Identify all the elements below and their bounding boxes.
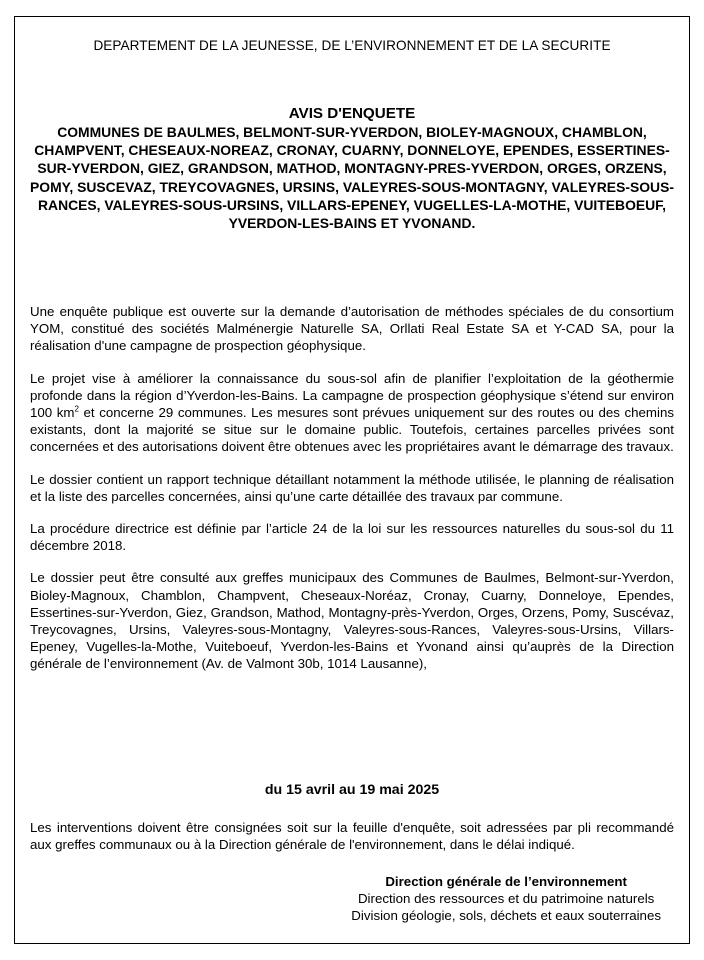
notice-frame: [14, 16, 690, 944]
paragraph-project: [30, 370, 674, 456]
department-header: DEPARTEMENT DE LA JEUNESSE, DE L’ENVIRONNEMENT ET DE LA SECURITE: [93, 38, 611, 53]
communes-heading: COMMUNES DE BAULMES, BELMONT-SUR-YVERDON, BIOLEY-MAGNOUX, CHAMBLON, CHAMPVENT, CHESEAUX-NOREAZ, CRONAY, CUARNY, DONNELOYE, EPENDES, ESSERTINES-SUR-YVERDON, GIEZ, GRANDSON, MATHOD, MONTAGNY-PRES-YVERDON, ORGES, ORZENS, POMY, SUSCEVAZ, TREYCOVAGNES, URSINS, VALEYRES-SOUS-MONTAGNY, VALEYRES-SOUS-RANCES, VALEYRES-SOUS-URSINS, VILLARS-EPENEY, VUGELLES-LA-MOTHE, VUITEBOEUF, YVERDON-LES-BAINS ET YVONAND.: [30, 124, 674, 232]
signature-line-2: Division géologie, sols, déchets et eaux souterraines: [351, 908, 661, 923]
paragraph-project-part1: Le projet vise à améliorer la connaissance du sous-sol afin de planifier l’exploitation de la géothermie profonde dans la région d’Yverdon-les-Bains. La campagne de prospection géophysique s’étend sur environ 100 km: [30, 370, 674, 421]
signature-name: Direction générale de l’environnement: [385, 874, 627, 889]
inquiry-dates: du 15 avril au 19 mai 2025: [264, 782, 440, 798]
superscript-exponent: 2: [74, 404, 79, 414]
notice-title: AVIS D'ENQUETE: [288, 105, 416, 122]
notice-heading: [29, 104, 675, 232]
paragraph-project-part2: et concerne 29 communes. Les mesures sont prévues uniquement sur des routes ou des chemins existants, dont la majorité se situe sur le domaine public. Toutefois, certaines parcelles privées sont concernées et des autorisations doivent être obtenues avec les propriétaires avant le démarrage des travaux.: [30, 405, 674, 455]
paragraph-procedure: La procédure directrice est définie par l’article 24 de la loi sur les ressources naturelles du sous-sol du 11 décembre 2018.: [30, 521, 674, 554]
signature-line-1: Direction des ressources et du patrimoine naturels: [357, 891, 655, 906]
paragraph-dossier: Le dossier contient un rapport technique détaillant notamment la méthode utilisée, le planning de réalisation et la liste des parcelles concernées, ainsi qu’une carte détaillée des travaux par commune.: [30, 471, 674, 504]
paragraph-consultation: Le dossier peut être consulté aux greffes municipaux des Communes de Baulmes, Belmont-sur-Yverdon, Bioley-Magnoux, Chamblon, Champvent, Cheseaux-Noréaz, Cronay, Cuarny, Donneloye, Ependes, Essertines-sur-Yverdon, Giez, Grandson, Mathod, Montagny-près-Yverdon, Orges, Orzens, Pomy, Suscévaz, Treycovagnes, Ursins, Valeyres-sous-Montagny, Valeyres-sous-Rances, Valeyres-sous-Ursins, Villars-Epeney, Vugelles-la-Mothe, Vuiteboeuf, Yverdon-les-Bains et Yvonand ainsi qu’auprès de la Direction générale de l’environnement (Av. de Valmont 30b, 1014 Lausanne),: [30, 570, 674, 672]
closing-paragraph: Les interventions doivent être consignées soit sur la feuille d'enquête, soit adressées par pli recommandé aux greffes communaux ou à la Direction générale de l'environnement, dans le délai indiqué.: [30, 820, 674, 853]
paragraph-intro: Une enquête publique est ouverte sur la demande d’autorisation de méthodes spéciales de du consortium YOM, constitué des sociétés Malménergie Naturelle SA, Orllati Real Estate SA et Y-CAD SA, pour la réalisation d'une campagne de prospection géophysique.: [30, 304, 674, 354]
notice-body: [30, 303, 674, 673]
signature-block: [351, 873, 661, 924]
